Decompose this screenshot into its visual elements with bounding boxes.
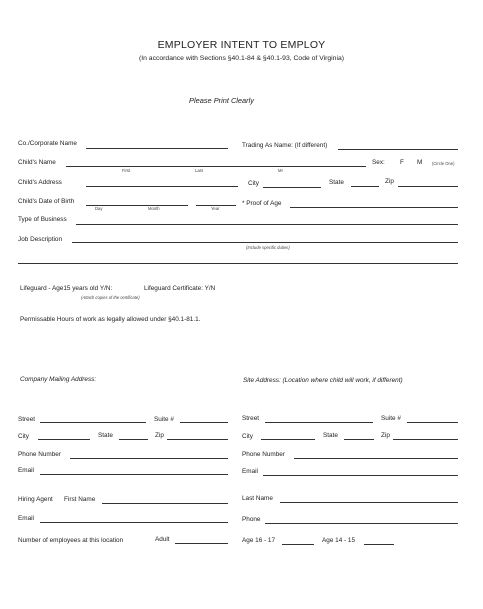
child-city-label: City — [248, 180, 260, 187]
permissible-hours-label: Permissable Hours of work as legally allowed under §40.1-81.1. — [20, 316, 201, 323]
company-street-label: Street — [18, 416, 36, 423]
trading-as-field[interactable] — [338, 149, 458, 150]
child-address-label: Child's Address — [18, 179, 62, 186]
name-mi-caption: MI — [278, 168, 283, 173]
lifeguard-age-label: Lifeguard - Age15 years old Y/N: — [20, 285, 113, 292]
age-14-15-label: Age 14 - 15 — [322, 537, 356, 544]
hiring-phone-field[interactable] — [265, 523, 458, 524]
trading-as-label: Trading As Name: (If different) — [242, 142, 328, 149]
company-phone-label: Phone Number — [18, 451, 61, 458]
site-address-heading: Site Address: (Location where child will work, if different) — [243, 377, 403, 384]
site-phone-label: Phone Number — [242, 451, 285, 458]
company-suite-label: Suite # — [154, 416, 174, 423]
proof-of-age-field[interactable] — [290, 207, 458, 208]
proof-of-age-label: * Proof of Age — [242, 200, 282, 207]
site-zip-label: Zip — [381, 432, 390, 439]
lifeguard-cert-label: Lifeguard Certificate: Y/N — [144, 285, 216, 292]
site-email-label: Email — [242, 468, 258, 475]
attach-certificate-note: (Attach copies of the certificate) — [81, 295, 140, 300]
company-state-label: State — [98, 432, 113, 439]
form-subtitle: (In accordance with Sections §40.1-84 & §40.1-93, Code of Virginia) — [138, 55, 345, 62]
dob-day-caption: Day — [95, 206, 103, 211]
child-dob-label: Child's Date of Birth — [18, 198, 75, 205]
site-zip-field[interactable] — [393, 439, 458, 440]
child-zip-field[interactable] — [398, 186, 458, 187]
sex-option-f[interactable]: F — [400, 159, 404, 166]
sex-option-m[interactable]: M — [417, 159, 423, 166]
company-suite-field[interactable] — [180, 422, 228, 423]
hiring-phone-label: Phone — [242, 516, 261, 523]
child-state-label: State — [329, 179, 344, 186]
child-address-field[interactable] — [86, 186, 238, 187]
age-16-17-label: Age 16 - 17 — [242, 537, 276, 544]
dob-year-caption: Year — [211, 206, 220, 211]
site-suite-label: Suite # — [381, 415, 401, 422]
hiring-agent-label: Hiring Agent — [18, 496, 53, 503]
company-phone-field[interactable] — [70, 458, 228, 459]
job-description-label: Job Description — [18, 236, 63, 243]
print-instruction: Please Print Clearly — [189, 96, 254, 105]
adult-count-field[interactable] — [175, 543, 228, 544]
circle-one-note: (Circle One) — [432, 161, 455, 166]
site-state-label: State — [323, 432, 338, 439]
child-dob-year-field[interactable] — [196, 205, 236, 206]
name-last-caption: Last — [195, 168, 203, 173]
company-state-field[interactable] — [119, 439, 148, 440]
child-name-field[interactable] — [66, 166, 366, 167]
child-name-label: Child's Name — [18, 159, 56, 166]
job-description-field-2[interactable] — [18, 263, 458, 264]
child-city-field[interactable] — [263, 187, 321, 188]
hiring-email-label: Email — [18, 515, 34, 522]
hiring-email-field[interactable] — [40, 522, 228, 523]
company-mailing-heading: Company Mailing Address: — [20, 376, 97, 383]
site-city-label: City — [242, 433, 254, 440]
dob-month-caption: Month — [148, 206, 160, 211]
company-street-field[interactable] — [40, 422, 146, 423]
include-duties-note: (Include specific duties) — [246, 245, 290, 250]
corp-name-field[interactable] — [86, 148, 228, 149]
employees-count-label: Number of employees at this location — [18, 537, 124, 544]
site-suite-field[interactable] — [407, 422, 458, 423]
age-16-17-field[interactable] — [282, 544, 314, 545]
company-city-field[interactable] — [38, 439, 90, 440]
site-phone-field[interactable] — [294, 458, 458, 459]
site-street-label: Street — [242, 415, 260, 422]
child-zip-label: Zip — [385, 178, 394, 185]
sex-label: Sex: — [372, 159, 385, 166]
company-email-field[interactable] — [40, 474, 228, 475]
hiring-first-name-label: First Name — [64, 496, 96, 503]
company-zip-field[interactable] — [167, 439, 228, 440]
age-14-15-field[interactable] — [364, 544, 394, 545]
hiring-first-name-field[interactable] — [102, 503, 228, 504]
form-title: EMPLOYER INTENT TO EMPLOY — [157, 39, 326, 51]
company-zip-label: Zip — [155, 432, 164, 439]
company-city-label: City — [18, 433, 30, 440]
company-email-label: Email — [18, 467, 34, 474]
corp-name-label: Co./Corporate Name — [18, 140, 77, 147]
hiring-last-name-field[interactable] — [280, 502, 458, 503]
type-of-business-field[interactable] — [76, 224, 458, 225]
site-email-field[interactable] — [263, 475, 458, 476]
name-first-caption: First — [122, 168, 131, 173]
site-street-field[interactable] — [265, 422, 373, 423]
site-city-field[interactable] — [261, 439, 315, 440]
type-of-business-label: Type of Business — [18, 216, 67, 223]
child-state-field[interactable] — [351, 186, 379, 187]
site-state-field[interactable] — [344, 439, 374, 440]
adult-label: Adult — [155, 536, 170, 543]
job-description-field[interactable] — [72, 242, 458, 243]
hiring-last-name-label: Last Name — [242, 495, 273, 502]
